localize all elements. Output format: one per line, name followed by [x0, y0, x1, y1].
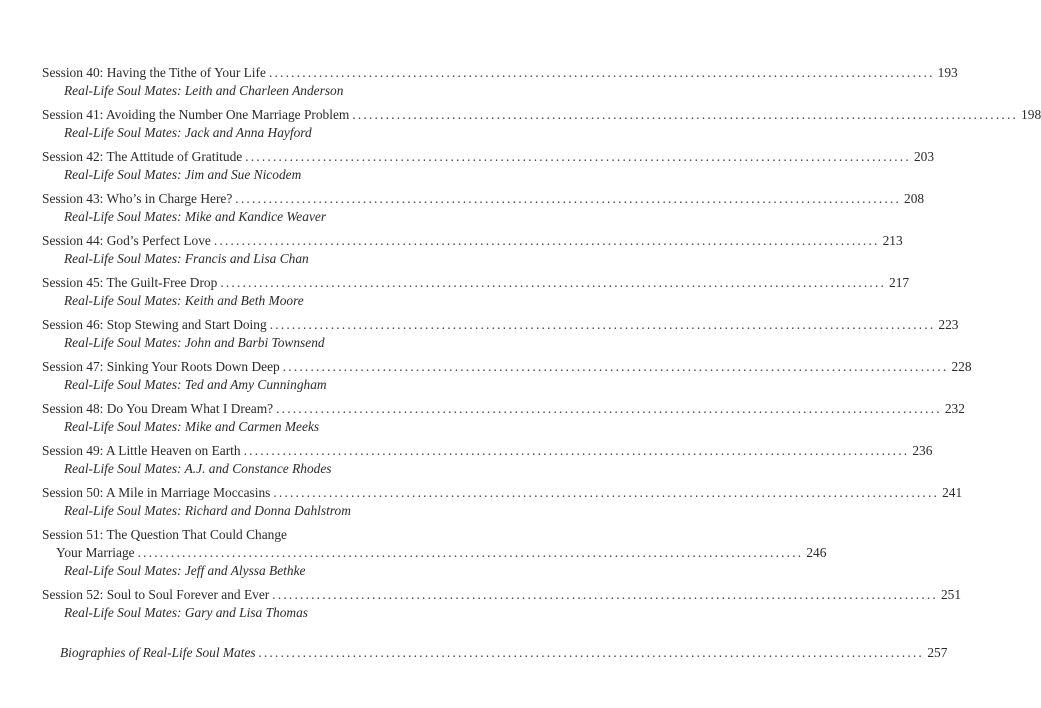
page-number: 217 — [889, 275, 910, 290]
session-title: Session 48: Do You Dream What I Dream? — [42, 401, 274, 416]
toc-entry — [42, 232, 903, 268]
couple-line: Real-Life Soul Mates: Francis and Lisa Chan — [64, 251, 309, 266]
dot-leader: ........................................................................................................................ — [245, 149, 911, 164]
session-title: Session 45: The Guilt-Free Drop — [42, 275, 218, 290]
dot-leader: ........................................................................................................................ — [137, 545, 804, 560]
dot-leader: ........................................................................................................................ — [258, 645, 925, 660]
page-number: 241 — [942, 485, 963, 500]
page-number: 208 — [904, 191, 925, 206]
page-number: 213 — [882, 233, 903, 248]
couple-line: Real-Life Soul Mates: Keith and Beth Moore — [64, 293, 304, 308]
session-title: Session 47: Sinking Your Roots Down Deep — [42, 359, 280, 374]
page-number: 203 — [913, 149, 935, 164]
couple-line: Real-Life Soul Mates: Richard and Donna Dahlstrom — [64, 503, 351, 518]
dot-leader: ........................................................................................................................ — [243, 443, 910, 458]
dot-leader: ........................................................................................................................ — [220, 275, 887, 290]
session-title: Session 44: God’s Perfect Love — [42, 233, 211, 248]
couple-line: Real-Life Soul Mates: Jack and Anna Hayford — [64, 125, 312, 140]
dot-leader: ........................................................................................................................ — [282, 359, 949, 374]
couple-line: Real-Life Soul Mates: Ted and Amy Cunningham — [64, 377, 327, 392]
page-number: 223 — [938, 317, 959, 332]
couple-line: Real-Life Soul Mates: Jeff and Alyssa Bethke — [64, 563, 306, 578]
session-title: Session 49: A Little Heaven on Earth — [42, 443, 241, 458]
page-number: 228 — [951, 359, 972, 374]
couple-line: Real-Life Soul Mates: Jim and Sue Nicodem — [64, 167, 302, 182]
dot-leader: ........................................................................................................................ — [213, 233, 880, 248]
table-of-contents — [42, 64, 1041, 668]
page-number: 251 — [940, 587, 962, 602]
dot-leader: ........................................................................................................................ — [276, 401, 942, 416]
toc-entry — [42, 316, 959, 352]
session-title: Session 42: The Attitude of Gratitude — [42, 149, 243, 164]
session-title: Session 52: Soul to Soul Forever and Ever — [42, 587, 270, 602]
dot-leader: ........................................................................................................................ — [269, 317, 936, 332]
couple-line: Real-Life Soul Mates: A.J. and Constance Rhodes — [64, 461, 332, 476]
page-number: 236 — [912, 443, 933, 458]
session-title: Session 41: Avoiding the Number One Marriage Problem — [42, 107, 350, 122]
couple-line: Real-Life Soul Mates: Mike and Carmen Meeks — [64, 419, 320, 434]
dot-leader: ........................................................................................................................ — [352, 107, 1019, 122]
toc-entry — [42, 526, 827, 580]
page-number: 246 — [806, 545, 827, 560]
dot-leader: ........................................................................................................................ — [268, 65, 935, 80]
biographies-title: Biographies of Real-Life Soul Mates — [60, 645, 256, 660]
page-number: 232 — [944, 401, 965, 416]
dot-leader: ........................................................................................................................ — [235, 191, 902, 206]
session-title: Session 40: Having the Tithe of Your Life — [42, 65, 266, 80]
toc-entry — [42, 484, 963, 520]
couple-line: Real-Life Soul Mates: Gary and Lisa Thomas — [64, 605, 308, 620]
toc-entry — [42, 586, 962, 622]
couple-line: Real-Life Soul Mates: Leith and Charleen Anderson — [64, 83, 344, 98]
dot-leader: ........................................................................................................................ — [273, 485, 940, 500]
session-title: Session 50: A Mile in Marriage Moccasins — [42, 485, 271, 500]
toc-entry — [42, 106, 1041, 142]
session-title: Session 43: Who’s in Charge Here? — [42, 191, 233, 206]
page-number: 198 — [1021, 107, 1041, 122]
toc-entry — [42, 148, 935, 184]
session-title-continued: Your Marriage — [56, 545, 135, 560]
toc-entry — [42, 442, 933, 478]
couple-line: Real-Life Soul Mates: John and Barbi Townsend — [64, 335, 325, 350]
toc-entry — [42, 274, 910, 310]
session-title: Session 46: Stop Stewing and Start Doing — [42, 317, 267, 332]
couple-line: Real-Life Soul Mates: Mike and Kandice Weaver — [64, 209, 327, 224]
toc-entry — [42, 358, 972, 394]
toc-entry — [42, 64, 958, 100]
session-title: Session 51: The Question That Could Change — [42, 527, 287, 542]
toc-entry-biographies — [42, 644, 948, 662]
toc-entry — [42, 400, 965, 436]
page-number: 193 — [937, 65, 958, 80]
page-number: 257 — [927, 645, 948, 660]
toc-entry — [42, 190, 925, 226]
dot-leader: ........................................................................................................................ — [272, 587, 938, 602]
